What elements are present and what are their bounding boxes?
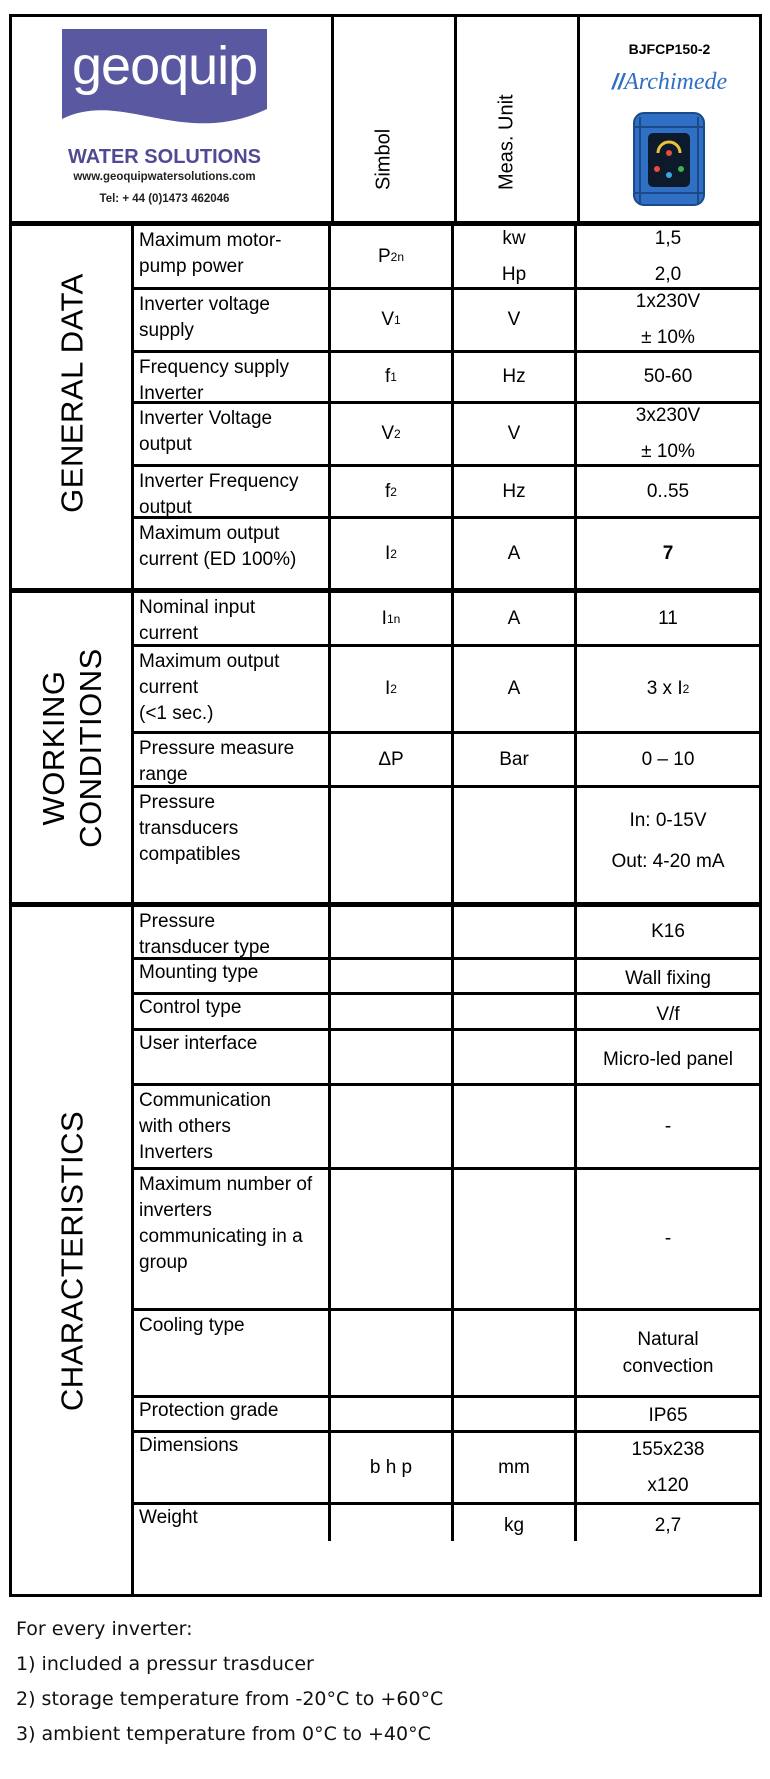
archimede-swoosh-icon: // <box>611 69 625 94</box>
spec-sheet-table <box>9 14 762 1597</box>
row-unit <box>454 1031 577 1083</box>
row-value: In: 0-15V Out: 4-20 mA <box>611 810 725 872</box>
inverter-device-image <box>630 109 708 209</box>
row-value: 1x230V ± 10% <box>635 291 701 348</box>
row-description: Maximum output current (<1 sec.) <box>134 647 331 731</box>
row-unit: V <box>454 404 577 464</box>
section-working-conditions <box>12 593 759 902</box>
logo-text: geoquip <box>72 36 258 96</box>
row-description: Pressure transducers compatibles <box>134 788 331 902</box>
table-row <box>134 467 759 519</box>
column-header-symbol: Simbol <box>372 128 395 190</box>
row-value: 7 <box>662 542 674 564</box>
row-description: Maximum output current (ED 100%) <box>134 519 331 588</box>
row-description: Pressure measure range <box>134 734 331 785</box>
table-row <box>134 995 759 1031</box>
row-description: Dimensions <box>134 1433 331 1502</box>
table-row <box>134 519 759 588</box>
table-row <box>134 1505 759 1541</box>
table-row <box>134 1086 759 1170</box>
row-unit: mm <box>454 1433 577 1502</box>
section-label <box>12 593 134 902</box>
row-unit <box>454 788 577 902</box>
row-symbol: b h p <box>331 1433 454 1502</box>
table-row <box>134 593 759 647</box>
row-value: 3 x I 2 <box>646 678 690 699</box>
row-value: 0 – 10 <box>641 748 695 770</box>
row-description: Inverter Frequency output <box>134 467 331 516</box>
section-label: CHARACTERISTICS <box>12 907 134 1594</box>
row-symbol <box>331 1170 454 1308</box>
row-symbol <box>331 1398 454 1430</box>
brand-tagline: WATER SOLUTIONS <box>68 146 261 168</box>
row-symbol <box>331 1311 454 1395</box>
section-label-line: CONDITIONS <box>72 647 108 848</box>
table-header <box>12 17 759 226</box>
row-value: 11 <box>658 607 678 629</box>
table-row <box>134 353 759 404</box>
row-value: 2,7 <box>654 1515 682 1536</box>
section-label: GENERAL DATA <box>12 226 134 588</box>
row-value: 1,5 2,0 <box>654 227 682 285</box>
section-label-line: WORKING <box>35 669 71 826</box>
row-symbol: V 2 <box>331 404 454 464</box>
row-description: Cooling type <box>134 1311 331 1395</box>
row-symbol <box>331 960 454 992</box>
row-symbol <box>331 995 454 1028</box>
row-unit: A <box>454 519 577 588</box>
footnotes <box>16 1612 443 1752</box>
row-description: Frequency supply Inverter <box>134 353 331 401</box>
row-unit <box>454 1170 577 1308</box>
row-symbol: f 2 <box>331 467 454 516</box>
table-row <box>134 647 759 734</box>
archimede-logo: //Archimede <box>611 69 728 95</box>
row-symbol <box>331 788 454 902</box>
table-row <box>134 1031 759 1086</box>
table-row <box>134 290 759 353</box>
row-value: - <box>664 1228 672 1249</box>
table-row <box>134 1311 759 1398</box>
row-description: Nominal input current <box>134 593 331 644</box>
row-symbol <box>331 1031 454 1083</box>
row-value: 3x230V ± 10% <box>635 405 701 462</box>
row-symbol: f 1 <box>331 353 454 401</box>
row-symbol <box>331 1086 454 1167</box>
table-row <box>134 960 759 995</box>
row-unit <box>454 960 577 992</box>
row-unit <box>454 907 577 957</box>
row-value: Wall fixing <box>625 968 711 989</box>
row-unit: Bar <box>454 734 577 785</box>
row-unit <box>454 1086 577 1167</box>
section-characteristics <box>12 907 759 1594</box>
phone: Tel: + 44 (0)1473 462046 <box>99 193 230 205</box>
row-value: IP65 <box>648 1405 688 1426</box>
row-value: 50-60 <box>643 366 693 387</box>
row-description: Maximum motor-pump power <box>134 226 331 287</box>
row-unit: Hz <box>454 467 577 516</box>
note-item: 2) storage temperature from -20°C to +60°C <box>16 1688 444 1710</box>
model-code: BJFCP150-2 <box>628 41 711 57</box>
row-unit: kg <box>454 1505 577 1541</box>
row-unit: kw Hp <box>454 226 577 287</box>
row-unit: A <box>454 593 577 644</box>
row-description: Weight <box>134 1505 331 1541</box>
row-symbol: P 2n <box>331 226 454 287</box>
row-value: K16 <box>651 921 685 942</box>
row-value: 155x238 x120 <box>631 1438 705 1496</box>
table-row <box>134 1170 759 1311</box>
row-description: Mounting type <box>134 960 331 992</box>
table-row <box>134 907 759 960</box>
table-row <box>134 1433 759 1505</box>
row-value: V/f <box>656 1003 680 1025</box>
row-value: Micro-led panel <box>603 1049 733 1070</box>
table-row <box>134 788 759 902</box>
table-row <box>134 226 759 290</box>
row-description: Inverter voltage supply <box>134 290 331 350</box>
table-row <box>134 404 759 467</box>
note-item: 3) ambient temperature from 0°C to +40°C <box>16 1723 431 1745</box>
row-description: Communication with others Inverters <box>134 1086 331 1167</box>
row-description: User interface <box>134 1031 331 1083</box>
note-item: 1) included a pressur trasducer <box>16 1653 314 1675</box>
table-row <box>134 1398 759 1433</box>
table-row <box>134 734 759 788</box>
row-value: - <box>664 1115 672 1137</box>
row-value: Natural convection <box>622 1329 714 1377</box>
row-value: 0..55 <box>646 480 690 502</box>
row-unit <box>454 1398 577 1430</box>
row-unit: Hz <box>454 353 577 401</box>
row-description: Maximum number of inverters communicating in a group <box>134 1170 331 1308</box>
section-general-data <box>12 226 759 588</box>
row-symbol <box>331 1505 454 1541</box>
row-description: Inverter Voltage output <box>134 404 331 464</box>
row-symbol <box>331 907 454 957</box>
notes-intro: For every inverter: <box>16 1618 193 1640</box>
website: www.geoquipwatersolutions.com <box>73 171 256 183</box>
row-unit: A <box>454 647 577 731</box>
row-unit: V <box>454 290 577 350</box>
row-symbol: I 2 <box>331 519 454 588</box>
row-description: Control type <box>134 995 331 1028</box>
column-header-unit: Meas. Unit <box>495 94 518 190</box>
row-symbol: V 1 <box>331 290 454 350</box>
row-symbol: I 2 <box>331 647 454 731</box>
row-description: Protection grade <box>134 1398 331 1430</box>
row-symbol: ΔP <box>331 734 454 785</box>
geoquip-logo <box>62 29 267 139</box>
row-symbol: I 1n <box>331 593 454 644</box>
row-unit <box>454 995 577 1028</box>
row-unit <box>454 1311 577 1395</box>
row-description: Pressure transducer type <box>134 907 331 957</box>
